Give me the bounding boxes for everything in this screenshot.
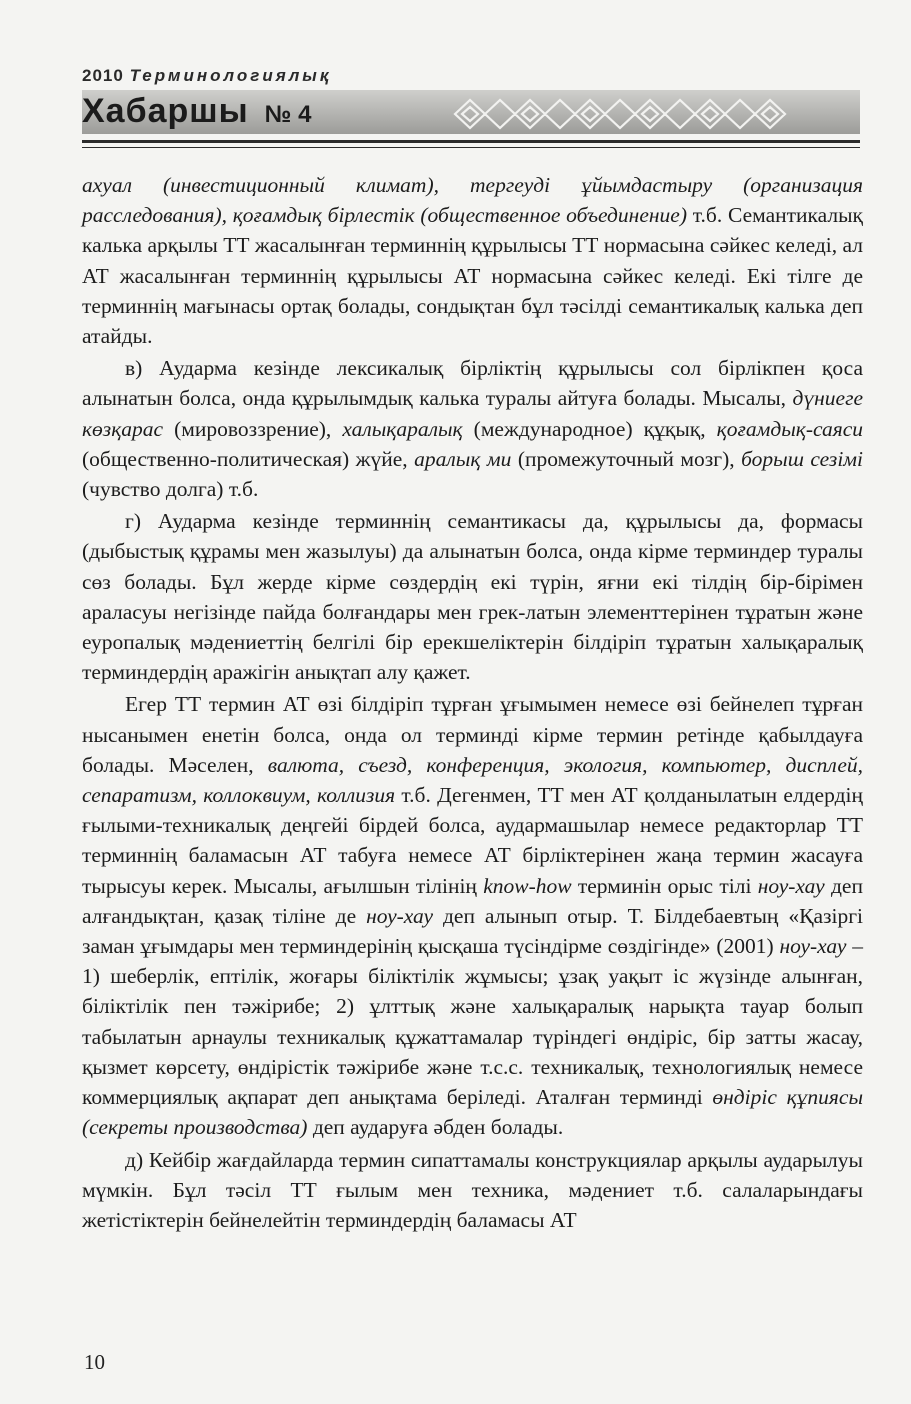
text-run: деп алғандықтан, қазақ тіліне де [82, 873, 863, 928]
paragraph [82, 689, 863, 1142]
paragraph [82, 170, 863, 351]
text-run: Егер ТТ термин АТ өзі білдіріп тұрған ұғымымен немесе өзі бейнелеп тұрған нысанымен енетін болса, онда ол терминді кірме термин ретінде қабылдауға болады. Мәселен, [82, 692, 863, 777]
text-italic: ноу-хау [757, 873, 825, 898]
text-run: (чувство долга) т.б. [82, 477, 259, 502]
text-run: (мировоззрение), [163, 416, 343, 441]
paragraph [82, 353, 863, 504]
header-year: 2010 [82, 66, 124, 85]
text-italic: ноу-хау [366, 903, 434, 928]
header-rule-thick [82, 140, 860, 143]
text-italic: дүниеге көзқарас [82, 386, 863, 441]
text-italic: know-how [483, 873, 572, 898]
text-italic: валюта, съезд, конференция, экология, компьютер, дисплей, сепаратизм, коллоквиум, коллизия [82, 752, 863, 808]
text-run: деп аударуға әбден болады. [307, 1115, 564, 1140]
text-run: т.б. Семантикалық калька арқылы ТТ жасалынған терминнің құрылысы ТТ нормасына сәйкес келеді, ал АТ жасалынған терминнің құрылысы АТ нормасына сәйкес келеді. Екі тілге де терминнің мағынасы ортақ болады, сондықтан бұл тәсілді семантикалық калька деп атайды. [82, 203, 863, 349]
text-italic: өндіріс құпиясы (секреты производства) [82, 1085, 863, 1140]
page-number: 10 [84, 1350, 105, 1374]
text-run: г) Аударма кезінде терминнің семантикасы да, құрылысы да, формасы (дыбыстық құрамы мен жазылуы) да алынатын болса, онда кірме терминдер туралы сөз болады. Бұл жерде кірме сөздердің екі түрін, яғни екі тілдің бір-бірімен араласуы негізінде пайда болғандары мен грек-латын элементтерінен тұратын және еуропалық мәдениеттің белгілі бір ерекшеліктерін білдіріп тұратын халықаралық терминдердің аражігін анықтап алу қажет. [82, 509, 863, 685]
journal-header [0, 0, 911, 160]
article-body [82, 170, 863, 1235]
text-run: терминін орыс тілі [571, 873, 758, 898]
text-run: в) Аударма кезінде лексикалық бірліктің құрылысы сол бірлікпен қоса алынатын болса, онда құрылымдық калька туралы айтуға болады. Мысалы, [82, 356, 863, 411]
paragraph [82, 506, 863, 687]
journal-title: Хабаршы [82, 92, 249, 130]
header-title [82, 92, 311, 131]
paragraph [82, 1145, 863, 1236]
issue-number: № 4 [264, 101, 312, 128]
text-run: т.б. Дегенмен, ТТ мен АТ қолданылатын елдердің ғылыми-техникалық деңгейі бірдей болса, аудармашылар немесе редакторлар ТТ терминнің баламасын АТ табуға немесе АТ бірліктерінен жаңа термин жасауға тырысуы керек. Мысалы, ағылшын тілінің [82, 783, 863, 898]
text-italic: аралық ми [414, 446, 512, 471]
text-run: (общественно-политическая) жүйе, [82, 446, 415, 471]
text-italic: халықаралық [342, 416, 463, 441]
text-run: д) Кейбір жағдайларда термин сипаттамалы конструкциялар арқылы аударылуы мүмкін. Бұл тәсіл ТТ ғылым мен техника, мәдениет т.б. салаларындағы жетістіктерін бейнелейтін терминдердің баламасы АТ [82, 1147, 863, 1232]
text-italic: борыш сезімі [741, 446, 863, 471]
header-series [82, 66, 331, 86]
text-run: деп алынып отыр. Т. Білдебаевтың «Қазіргі заман ұғымдары мен терминдерінің қысқаша түсіндірме сөздігінде» (2001) [82, 903, 863, 959]
text-run: (международное) құқық, [462, 416, 717, 441]
text-run: – 1) шеберлік, ептілік, жоғары біліктілік жұмысы; ұзақ уақыт іс жүзінде алынған, біліктілік пен тәжірибе; 2) ұлттық және халықаралық нарықта тауар болып табылатын арнаулы техникалық құжаттамалар түріндегі өндіріс, бір затты жасау, қызмет көрсету, өндірістік тәжірибе және т.с.с. техникалық, технологиялық немесе коммерциялық ақпарат деп анықтама беріледі. Аталған терминді [82, 934, 863, 1110]
text-run: (промежуточный мозг), [511, 446, 742, 471]
text-italic: қоғамдық-саяси [716, 416, 863, 441]
text-italic: ахуал (инвестиционный климат), тергеуді ұйымдастыру (организация расследования), қоғамдық бірлестік (общественное объединение) [82, 173, 863, 228]
header-series-name: Терминологиялық [129, 66, 332, 85]
text-italic: ноу-хау [779, 934, 847, 959]
ornament-pattern-icon [450, 94, 810, 134]
header-rule-thin [82, 147, 860, 148]
